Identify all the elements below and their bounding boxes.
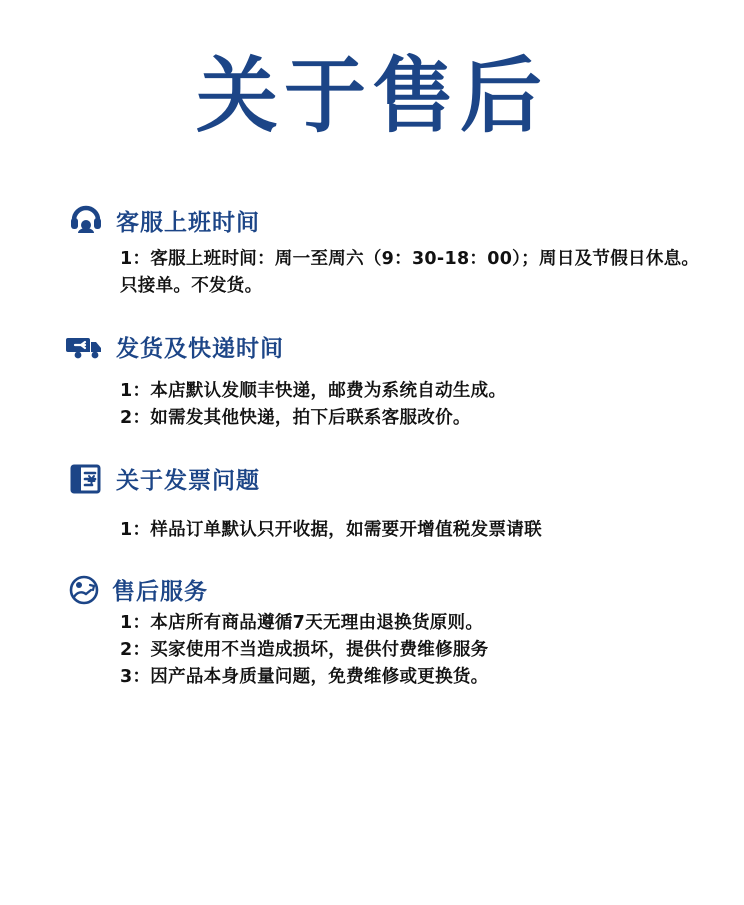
section-body [66, 244, 714, 300]
section-heading: 客服上班时间 [116, 209, 260, 236]
section-header [66, 200, 714, 240]
section-heading: 关于发票问题 [116, 468, 260, 494]
page-title: 关于售后 [195, 49, 548, 144]
section-header [66, 570, 714, 610]
invoice-icon [66, 459, 106, 499]
after-sales-icon [66, 570, 102, 610]
section-body [66, 610, 714, 691]
section-invoice [66, 459, 714, 544]
section-header [66, 326, 714, 366]
section-header [66, 459, 714, 499]
headset-icon [66, 200, 106, 240]
section-line: 1：本店所有商品遵循7天无理由退换货原则。 [120, 612, 484, 633]
section-service-hours [66, 200, 714, 300]
section-line: 1：样品订单默认只开收据，如需要开增值税发票请联 [120, 519, 542, 540]
section-body [66, 370, 714, 432]
section-heading: 发货及快递时间 [116, 335, 284, 362]
section-line: 3：因产品本身质量问题，免费维修或更换货。 [120, 666, 489, 687]
truck-icon [66, 326, 106, 366]
section-shipping-time [66, 326, 714, 432]
section-heading: 售后服务 [112, 579, 208, 606]
section-line: 1：客服上班时间：周一至周六（9：30-18：00）；周日及节假日休息。只接单。不发货。 [120, 249, 700, 297]
section-line: 1：本店默认发顺丰快递，邮费为系统自动生成。 [120, 381, 507, 402]
section-body [66, 503, 714, 544]
section-after-sales [66, 570, 714, 691]
section-line: 2：买家使用不当造成损坏，提供付费维修服务 [120, 639, 489, 660]
sections-container [0, 200, 744, 691]
section-line: 2：如需发其他快递，拍下后联系客服改价。 [120, 408, 471, 429]
